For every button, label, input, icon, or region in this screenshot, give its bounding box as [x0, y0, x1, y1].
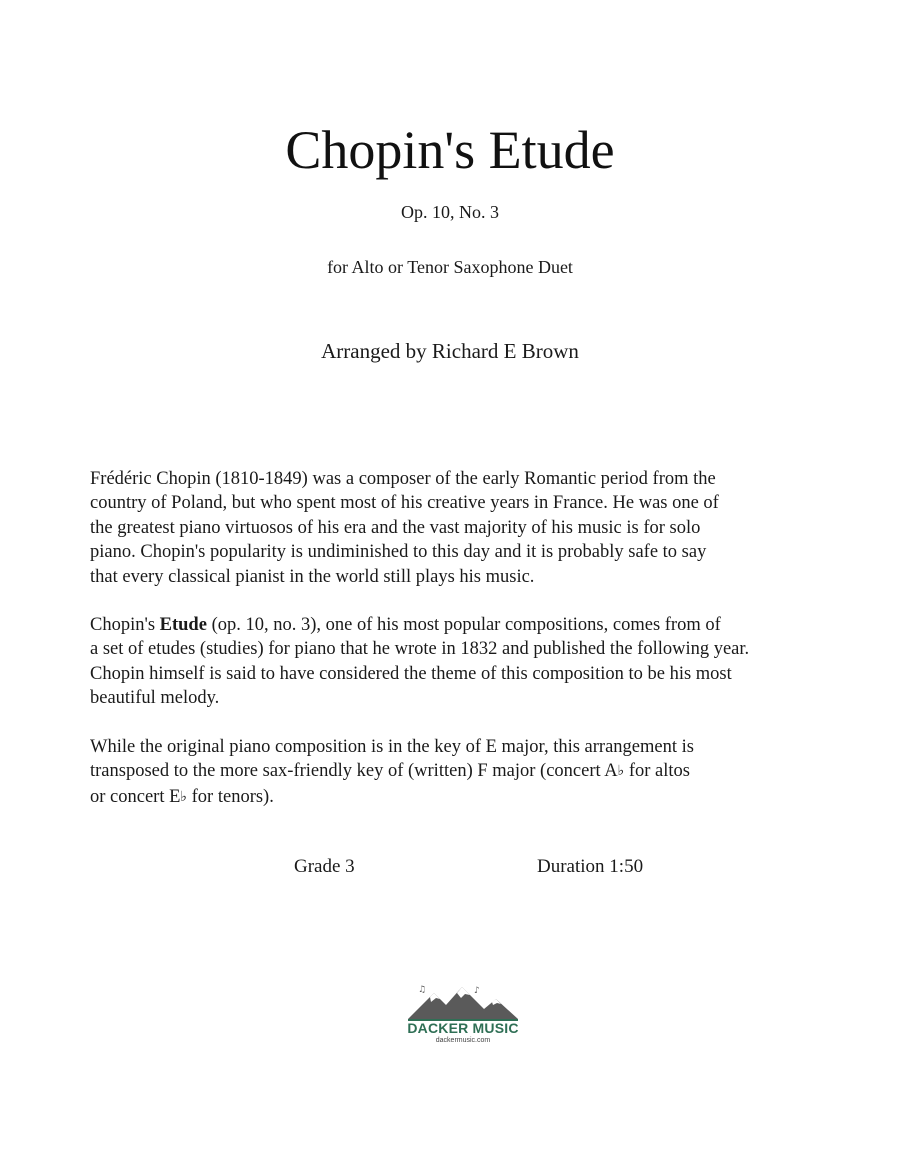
text-line: Frédéric Chopin (1810-1849) was a composer of the early Romantic period from the	[90, 469, 716, 489]
text-fragment: for altos	[624, 761, 690, 782]
etude-bold-title: Etude	[159, 615, 207, 635]
text-fragment: Chopin's	[90, 615, 160, 635]
biography-paragraph	[90, 467, 860, 589]
text-line	[90, 759, 860, 784]
key-paragraph	[90, 735, 860, 810]
text-line: that every classical pianist in the world still plays his music.	[90, 566, 535, 587]
text-line: the greatest piano virtuosos of his era and the vast majority of his music is for solo	[90, 517, 701, 538]
opus-number: Op. 10, No. 3	[401, 202, 499, 222]
text-line: beautiful melody.	[90, 688, 220, 709]
flat-symbol: ♭	[180, 789, 188, 805]
mountain-icon	[400, 983, 526, 1023]
text-fragment: or concert E	[90, 786, 181, 807]
arranger-credit: Arranged by Richard E Brown	[321, 339, 579, 363]
text-line: country of Poland, but who spent most of his creative years in France. He was one of	[90, 493, 719, 514]
text-line	[90, 613, 860, 637]
text-line: piano. Chopin's popularity is undiminished to this day and it is probably safe to say	[90, 542, 707, 563]
composition-paragraph	[90, 613, 860, 711]
text-line: While the original piano composition is in the key of E major, this arrangement is	[90, 737, 694, 757]
page-title: Chopin's Etude	[285, 120, 615, 180]
publisher-name: DACKER MUSIC	[407, 1020, 519, 1036]
flat-symbol: ♭	[617, 764, 625, 780]
text-line: Chopin himself is said to have considered the theme of this composition to be his most	[90, 663, 732, 684]
duration: Duration 1:50	[537, 856, 644, 877]
grade-level: Grade 3	[294, 856, 355, 877]
text-line	[90, 785, 860, 810]
text-fragment: transposed to the more sax-friendly key of (written) F major (concert A	[90, 761, 618, 782]
svg-text:♪: ♪	[474, 986, 480, 996]
svg-text:♫: ♫	[418, 985, 427, 995]
publisher-logo	[400, 983, 526, 1049]
instrumentation: for Alto or Tenor Saxophone Duet	[327, 257, 573, 277]
text-line: a set of etudes (studies) for piano that he wrote in 1832 and published the following year.	[90, 639, 750, 660]
publisher-url: dackermusic.com	[435, 1037, 491, 1044]
text-fragment: for tenors).	[187, 786, 274, 807]
text-fragment: (op. 10, no. 3), one of his most popular compositions, comes from of	[206, 615, 721, 635]
